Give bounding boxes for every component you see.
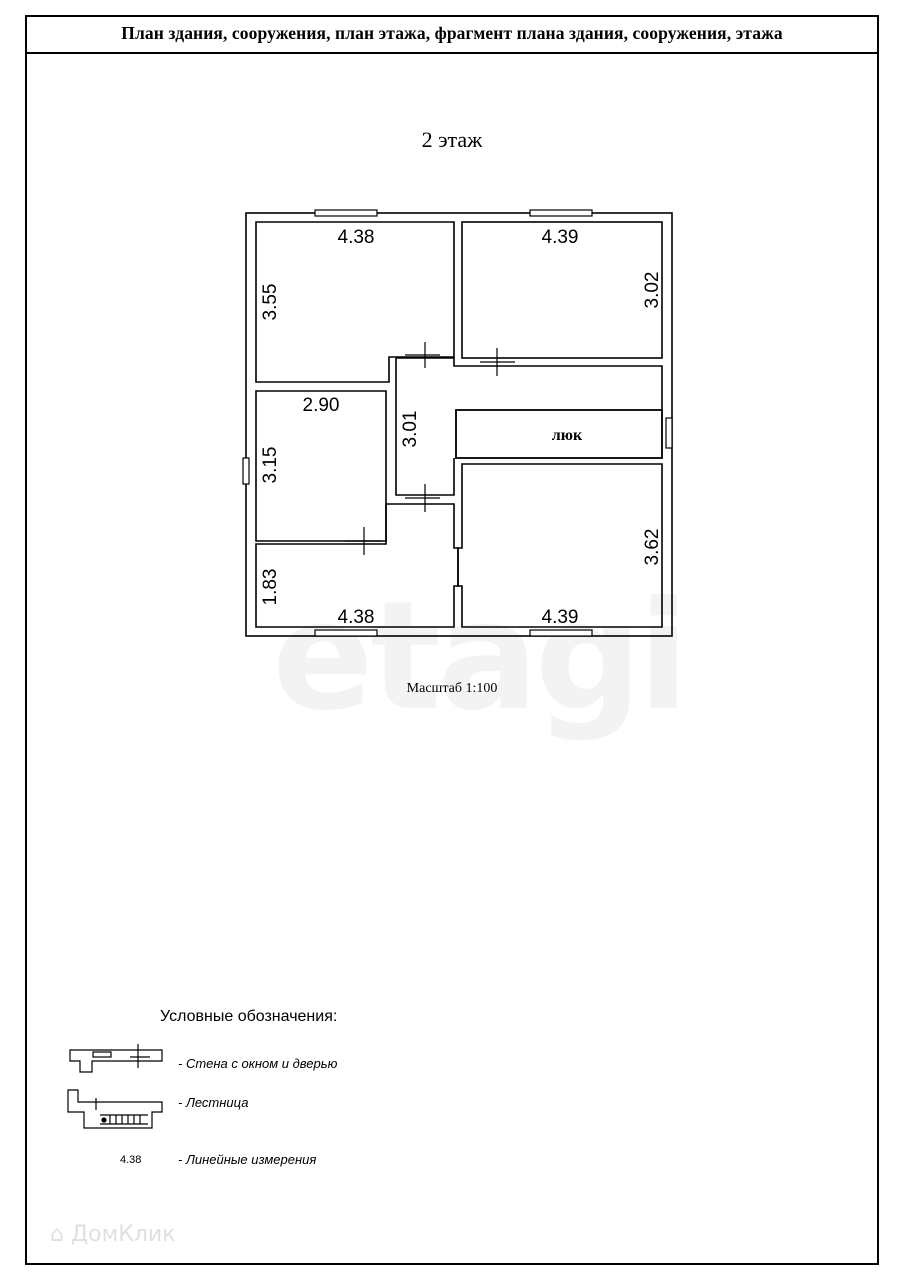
legend-wall-label: - Стена с окном и дверью <box>178 1056 338 1071</box>
room-4 <box>458 464 662 627</box>
dim-room2-width: 4.39 <box>541 227 579 248</box>
window-bottom-left <box>315 630 377 636</box>
corridor-outline <box>396 358 662 458</box>
dim-corridor-height: 3.01 <box>400 410 421 448</box>
legend-title: Условные обозначения: <box>160 1008 338 1025</box>
dim-room3-width: 2.90 <box>302 395 340 416</box>
hatch-label: люк <box>551 427 583 444</box>
outer-wall <box>246 213 672 636</box>
window-top-right <box>530 210 592 216</box>
dim-room4-height: 3.62 <box>642 528 663 566</box>
legend-stairs-label: - Лестница <box>178 1095 249 1110</box>
legend-stairs-symbol <box>68 1090 162 1128</box>
window-bottom-right <box>530 630 592 636</box>
dim-room1-width: 4.38 <box>337 227 375 248</box>
scale-label: Масштаб 1:100 <box>406 681 498 696</box>
dim-room5-width: 4.38 <box>337 607 375 628</box>
floor-title: 2 этаж <box>421 127 483 152</box>
dim-room2-height: 3.02 <box>642 271 663 309</box>
legend-dimensions-label: - Линейные измерения <box>178 1152 317 1167</box>
domclick-watermark: ⌂ ДомКлик <box>50 1222 176 1247</box>
dim-room3-height: 3.15 <box>260 446 281 484</box>
window-right <box>666 418 672 448</box>
domclick-watermark-text: ДомКлик <box>70 1222 176 1247</box>
dim-room1-height: 3.55 <box>260 283 281 321</box>
window-left <box>243 458 249 484</box>
dim-room5-height: 1.83 <box>260 568 281 606</box>
header-title: План здания, сооружения, план этажа, фрагмент плана здания, сооружения, этажа <box>121 23 783 43</box>
legend-wall-symbol <box>70 1044 162 1072</box>
legend-sample-dimension: 4.38 <box>120 1154 142 1166</box>
window-top-left <box>315 210 377 216</box>
dim-room4-width: 4.39 <box>541 607 579 628</box>
